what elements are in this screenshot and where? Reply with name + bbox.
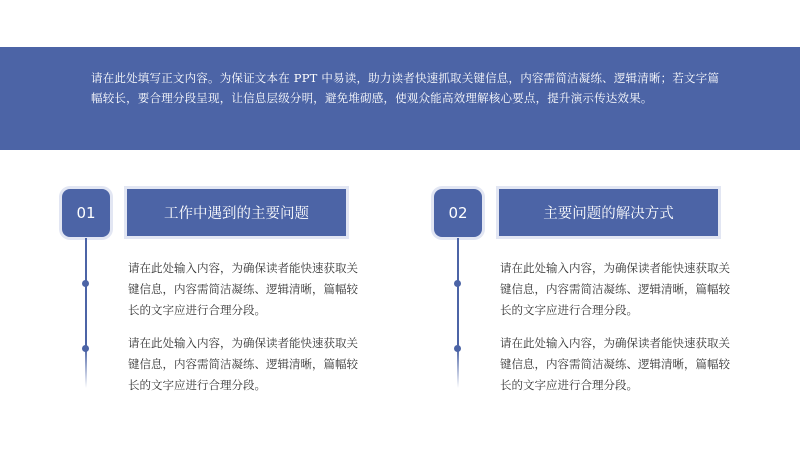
section-number-badge: 01 [62,189,110,237]
section-title: 工作中遇到的主要问题 [127,189,346,236]
timeline-line-fade [457,348,459,388]
timeline-line [85,238,87,348]
header-banner [0,47,800,150]
section-paragraph: 请在此处输入内容，为确保读者能快速获取关键信息，内容需简洁凝练、逻辑清晰，篇幅较长的文字应进行合理分段。 [128,336,358,392]
timeline-dot [454,280,461,287]
timeline-dot [454,345,461,352]
section-paragraph: 请在此处输入内容，为确保读者能快速获取关键信息，内容需简洁凝练、逻辑清晰，篇幅较长的文字应进行合理分段。 [500,336,730,392]
section-paragraph: 请在此处输入内容，为确保读者能快速获取关键信息，内容需简洁凝练、逻辑清晰，篇幅较长的文字应进行合理分段。 [128,261,358,317]
timeline-dot [82,280,89,287]
section-title: 主要问题的解决方式 [499,189,718,236]
timeline-line-fade [85,348,87,388]
timeline-dot [82,345,89,352]
section-paragraph: 请在此处输入内容，为确保读者能快速获取关键信息，内容需简洁凝练、逻辑清晰，篇幅较长的文字应进行合理分段。 [500,261,730,317]
section-number-badge: 02 [434,189,482,237]
timeline-line [457,238,459,348]
banner-text: 请在此处填写正文内容。为保证文本在 PPT 中易读，助力读者快速抓取关键信息，内容需简洁凝练、逻辑清晰；若文字篇幅较长，要合理分段呈现，让信息层级分明，避免堆砌感，使观众能高效理解核心要点，提升演示传达效果。 [91,71,720,105]
